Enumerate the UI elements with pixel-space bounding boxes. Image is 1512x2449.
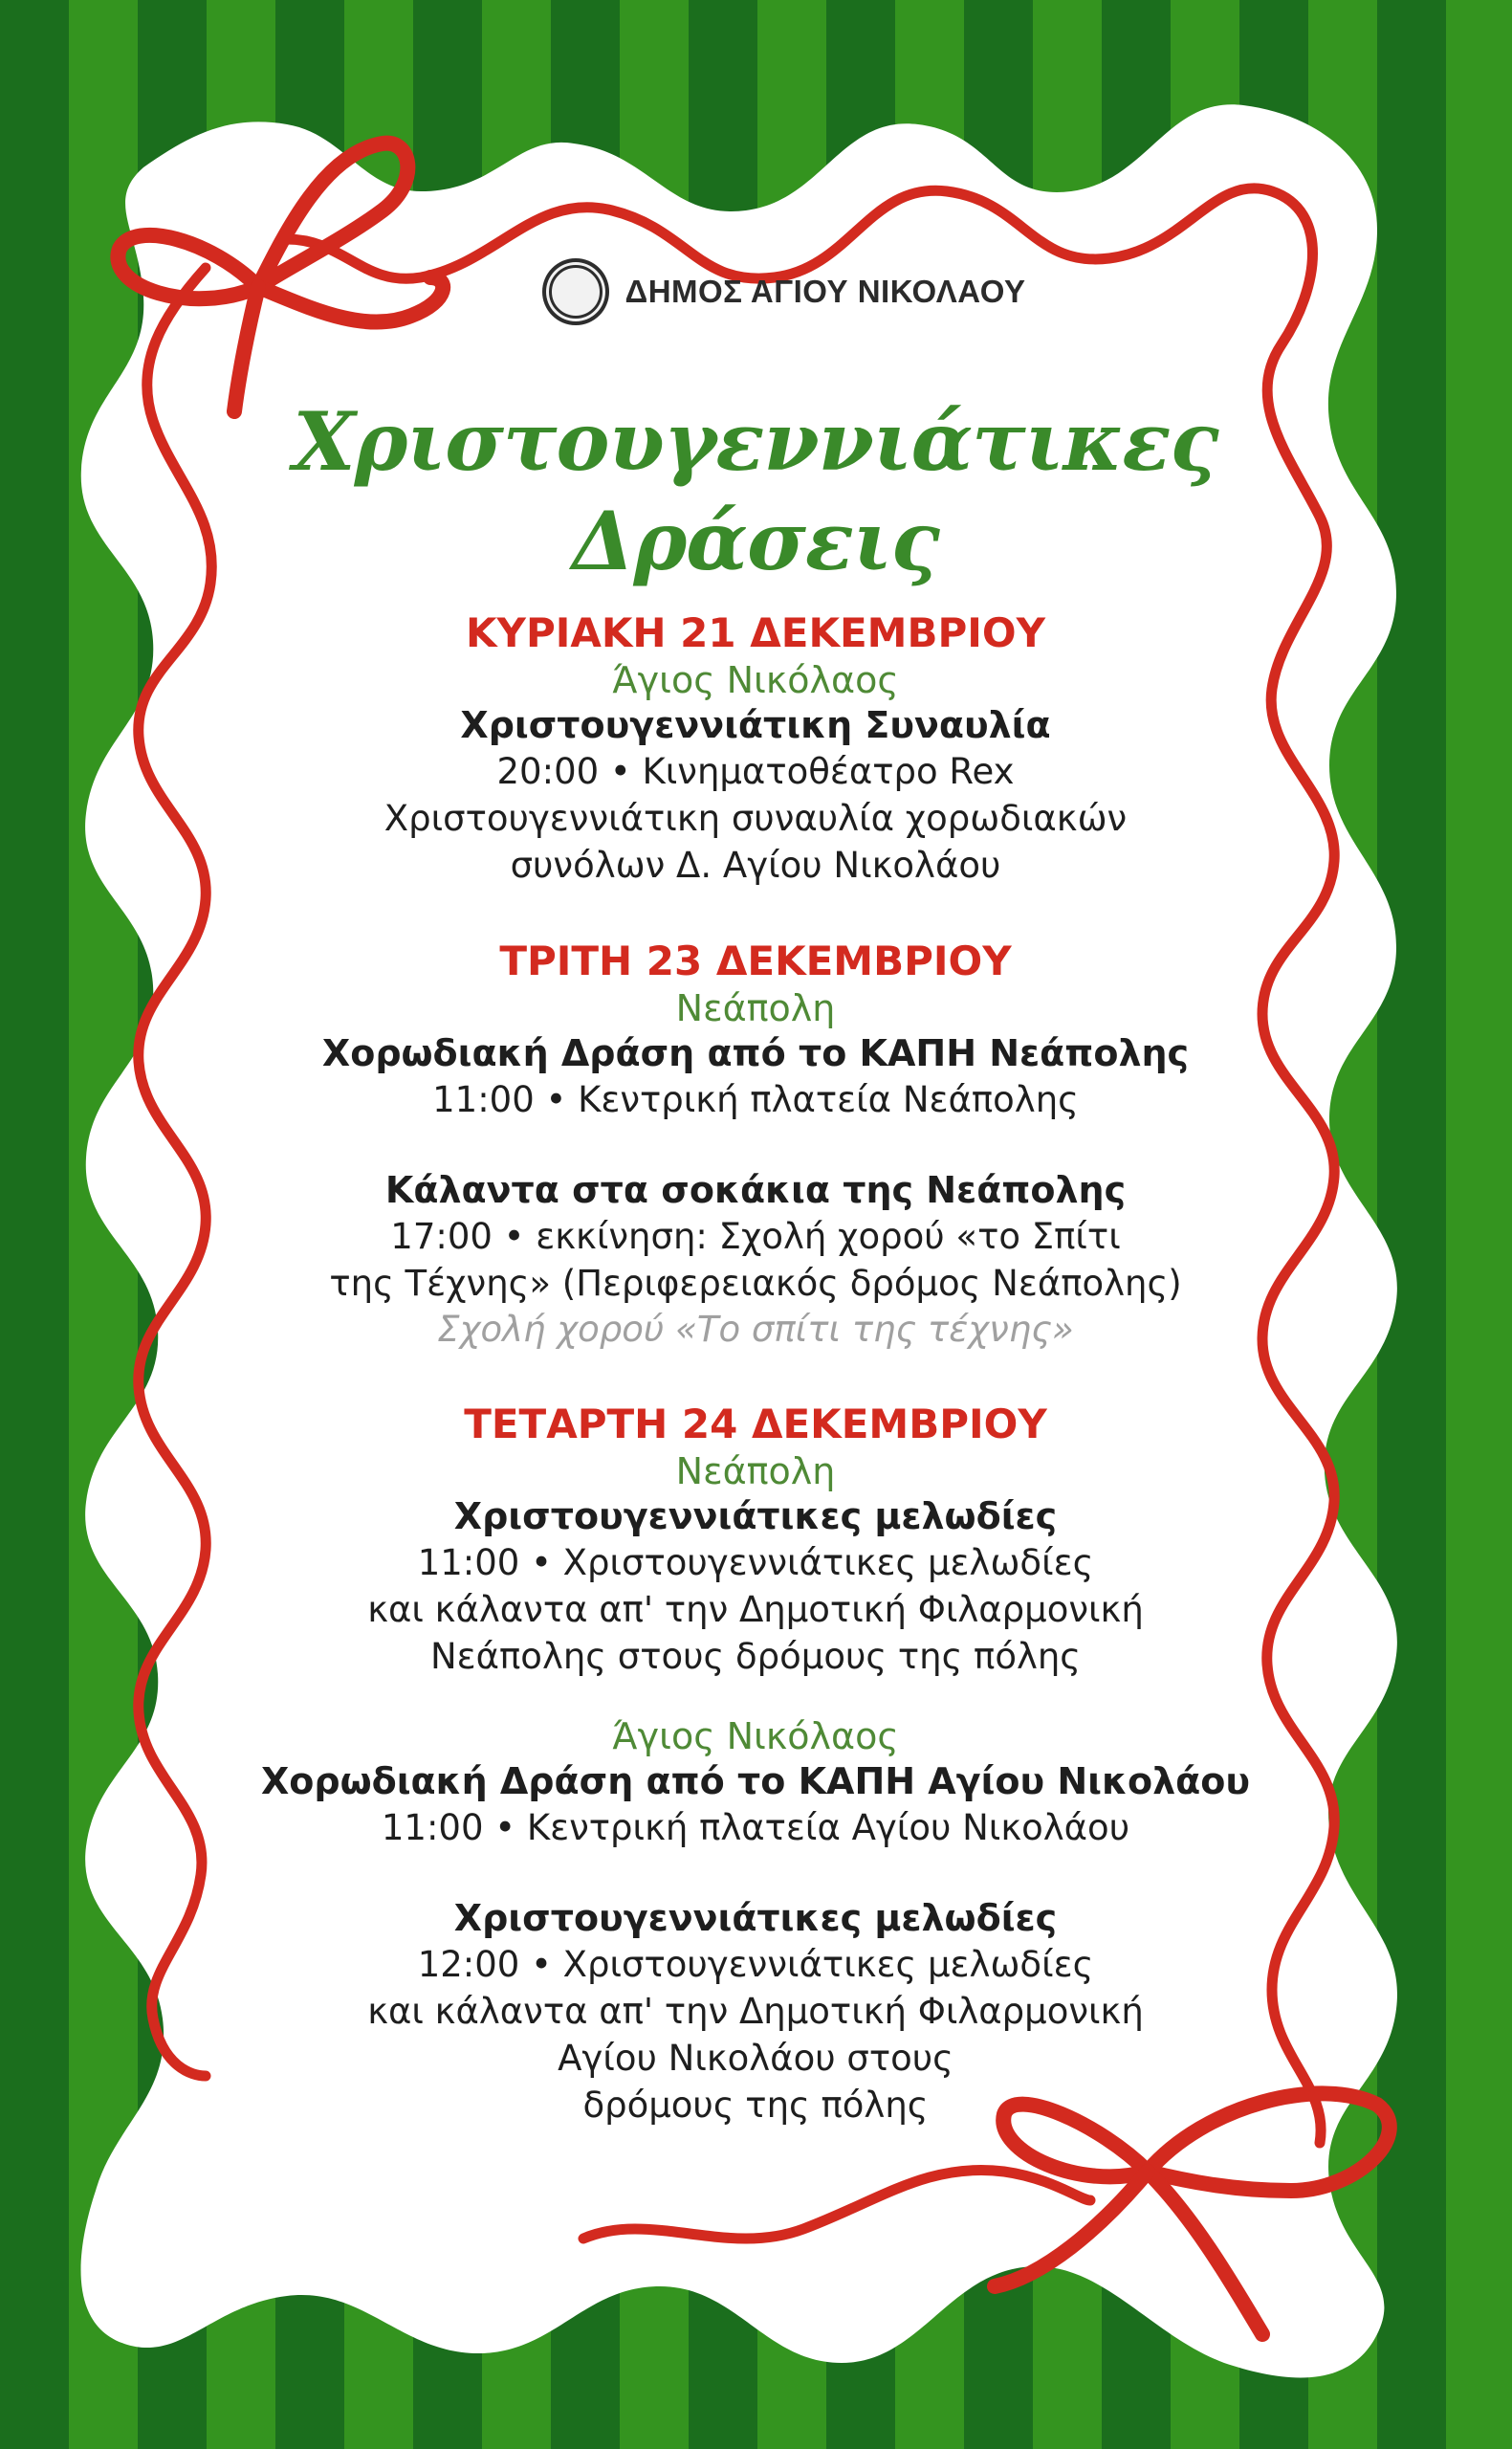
day-date: ΤΕΤΑΡΤΗ 24 ΔΕΚΕΜΒΡΙΟΥ — [464, 1401, 1047, 1447]
event-line: και κάλαντα απ' την Δημοτική Φιλαρμονική — [367, 1589, 1144, 1630]
event-line: 11:00 • Κεντρική πλατεία Νεάπολης — [432, 1079, 1079, 1120]
event-title: Χριστουγεννιάτικες μελωδίες — [453, 1897, 1058, 1939]
municipality-name: ΔΗΜΟΣ ΑΓΙΟΥ ΝΙΚΟΛΑΟΥ — [625, 274, 1026, 309]
title-line-2: Δράσεις — [572, 494, 939, 588]
event-line: Χριστουγεννιάτικη συναυλία χορωδιακών — [383, 798, 1128, 839]
municipality-seal-icon — [542, 258, 609, 325]
event-title: Χορωδιακή Δράση από το ΚΑΠΗ Νεάπολης — [321, 1032, 1190, 1074]
day-block — [249, 1400, 1262, 2129]
day-date: ΚΥΡΙΑΚΗ 21 ΔΕΚΕΜΒΡΙΟΥ — [465, 609, 1046, 656]
day-block — [249, 937, 1262, 1352]
day-place: Άγιος Νικόλαος — [612, 1715, 899, 1757]
day-block — [249, 608, 1262, 889]
day-place: Άγιος Νικόλαος — [612, 659, 899, 701]
event-content — [249, 258, 1262, 2129]
event-title: Χριστουγεννιάτικη Συναυλία — [460, 704, 1051, 746]
title-line-1: Χριστουγεννιάτικες — [293, 394, 1218, 489]
day-place: Νεάπολη — [675, 1450, 836, 1492]
event-line: Αγίου Νικολάου στους — [558, 2038, 953, 2079]
day-date: ΤΡΙΤΗ 23 ΔΕΚΕΜΒΡΙΟΥ — [499, 938, 1012, 984]
event-line: και κάλαντα απ' την Δημοτική Φιλαρμονική — [367, 1991, 1144, 2032]
municipality-header — [306, 258, 1262, 325]
event-line: 17:00 • εκκίνηση: Σχολή χορού «το Σπίτι — [390, 1216, 1121, 1257]
page-title — [249, 392, 1262, 591]
event-title: Χορωδιακή Δράση από το ΚΑΠΗ Αγίου Νικολάου — [260, 1760, 1251, 1802]
event-line: συνόλων Δ. Αγίου Νικολάου — [510, 845, 1001, 886]
event-line: 12:00 • Χριστουγεννιάτικες μελωδίες — [417, 1944, 1094, 1985]
event-line: δρόμους της πόλης — [582, 2085, 929, 2126]
event-line: 11:00 • Κεντρική πλατεία Αγίου Νικολάου — [381, 1807, 1130, 1848]
event-title: Χριστουγεννιάτικες μελωδίες — [453, 1495, 1058, 1537]
event-line: Νεάπολης στους δρόμους της πόλης — [429, 1636, 1082, 1677]
event-line: 11:00 • Χριστουγεννιάτικες μελωδίες — [417, 1542, 1094, 1583]
day-place: Νεάπολη — [675, 987, 836, 1029]
event-line: της Τέχνης» (Περιφερειακός δρόμος Νεάπολης) — [329, 1263, 1182, 1304]
event-note: Σχολή χορού «Το σπίτι της τέχνης» — [437, 1309, 1074, 1350]
event-line: 20:00 • Κινηματοθέατρο Rex — [496, 751, 1015, 792]
event-title: Κάλαντα στα σοκάκια της Νεάπολης — [384, 1169, 1127, 1211]
